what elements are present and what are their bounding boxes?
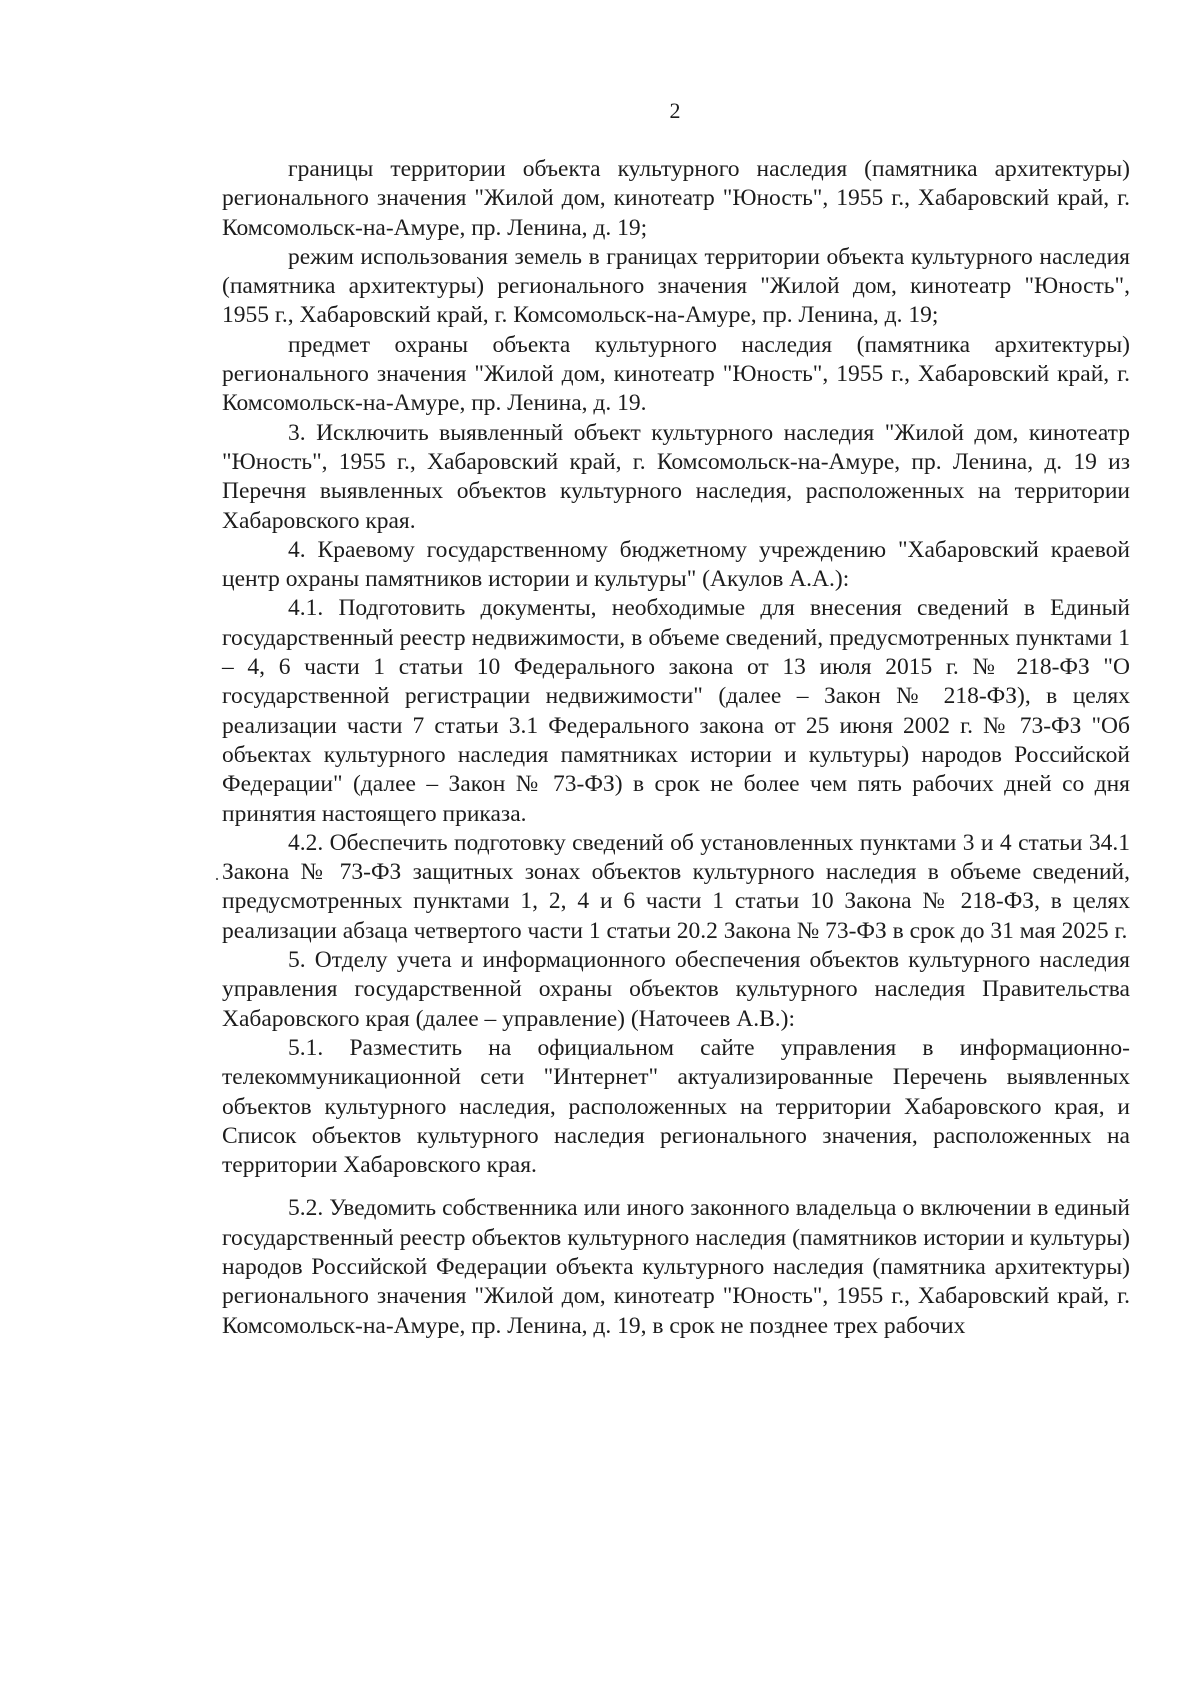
paragraph-item-5-1: 5.1. Разместить на официальном сайте управления в информационно-телекоммуникационной сети "Интернет" актуализированные Перечень выявленных объектов культурного наследия, расположенных на территории Хабаровского края, и Список объектов культурного наследия регионального значения, расположенных на территории Хабаровского края. [222,1034,1130,1179]
paragraph-item-5-2: 5.2. Уведомить собственника или иного законного владельца о включении в единый государственный реестр объектов культурного наследия (памятников истории и культуры) народов Российской Федерации объекта культурного наследия (памятника архитектуры) регионального значения "Жилой дом, кинотеатр "Юность", 1955 г., Хабаровский край, г. Комсомольск-на-Амуре, пр. Ленина, д. 19, в срок не позднее трех рабочих [222,1195,1130,1339]
document-body [222,155,1130,1341]
paragraph-item-3: 3. Исключить выявленный объект культурного наследия "Жилой дом, кинотеатр "Юность", 1955 г., Хабаровский край, г. Комсомольск-на-Амуре, пр. Ленина, д. 19 из Перечня выявленных объектов культурного наследия, расположенных на территории Хабаровского края. [222,419,1130,534]
paragraph-protection-subject: предмет охраны объекта культурного наследия (памятника архитектуры) регионального значения "Жилой дом, кинотеатр "Юность", 1955 г., Хабаровский край, г. Комсомольск-на-Амуре, пр. Ленина, д. 19. [222,331,1130,417]
paragraph-item-4-2: 4.2. Обеспечить подготовку сведений об установленных пунктами 3 и 4 статьи 34.1 Закона № 73-ФЗ защитных зонах объектов культурного наследия в объеме сведений, предусмотренных пунктами 1, 2, 4 и 6 части 1 статьи 10 Закона № 218-ФЗ, в целях реализации абзаца четвертого части 1 статьи 20.2 Закона № 73-ФЗ в срок до 31 мая 2025 г. [222,829,1130,944]
paragraph-land-use-regime: режим использования земель в границах территории объекта культурного наследия (памятника архитектуры) регионального значения "Жилой дом, кинотеатр "Юность", 1955 г., Хабаровский край, г. Комсомольск-на-Амуре, пр. Ленина, д. 19; [222,243,1130,329]
margin-dot: · [214,869,220,889]
page-number: 2 [669,98,681,123]
paragraph-item-4-1: 4.1. Подготовить документы, необходимые для внесения сведений в Единый государственный реестр недвижимости, в объеме сведений, предусмотренных пунктами 1 – 4, 6 части 1 статьи 10 Федерального закона от 13 июля 2015 г. № 218-ФЗ "О государственной регистрации недвижимости" (далее – Закон № 218-ФЗ), в целях реализации части 7 статьи 3.1 Федерального закона от 25 июня 2002 г. № 73-ФЗ "Об объектах культурного наследия памятниках истории и культуры) народов Российской Федерации" (далее – Закон № 73-ФЗ) в срок не более чем пять рабочих дней со дня принятия настоящего приказа. [222,595,1130,827]
paragraph-item-4: 4. Краевому государственному бюджетному учреждению "Хабаровский краевой центр охраны памятников истории и культуры" (Акулов А.А.): [222,536,1130,593]
paragraph-territory-boundaries: границы территории объекта культурного наследия (памятника архитектуры) регионального значения "Жилой дом, кинотеатр "Юность", 1955 г., Хабаровский край, г. Комсомольск-на-Амуре, пр. Ленина, д. 19; [222,156,1130,241]
paragraph-item-5: 5. Отделу учета и информационного обеспечения объектов культурного наследия управления государственной охраны объектов культурного наследия Правительства Хабаровского края (далее – управление) (Наточеев А.В.): [222,947,1130,1032]
